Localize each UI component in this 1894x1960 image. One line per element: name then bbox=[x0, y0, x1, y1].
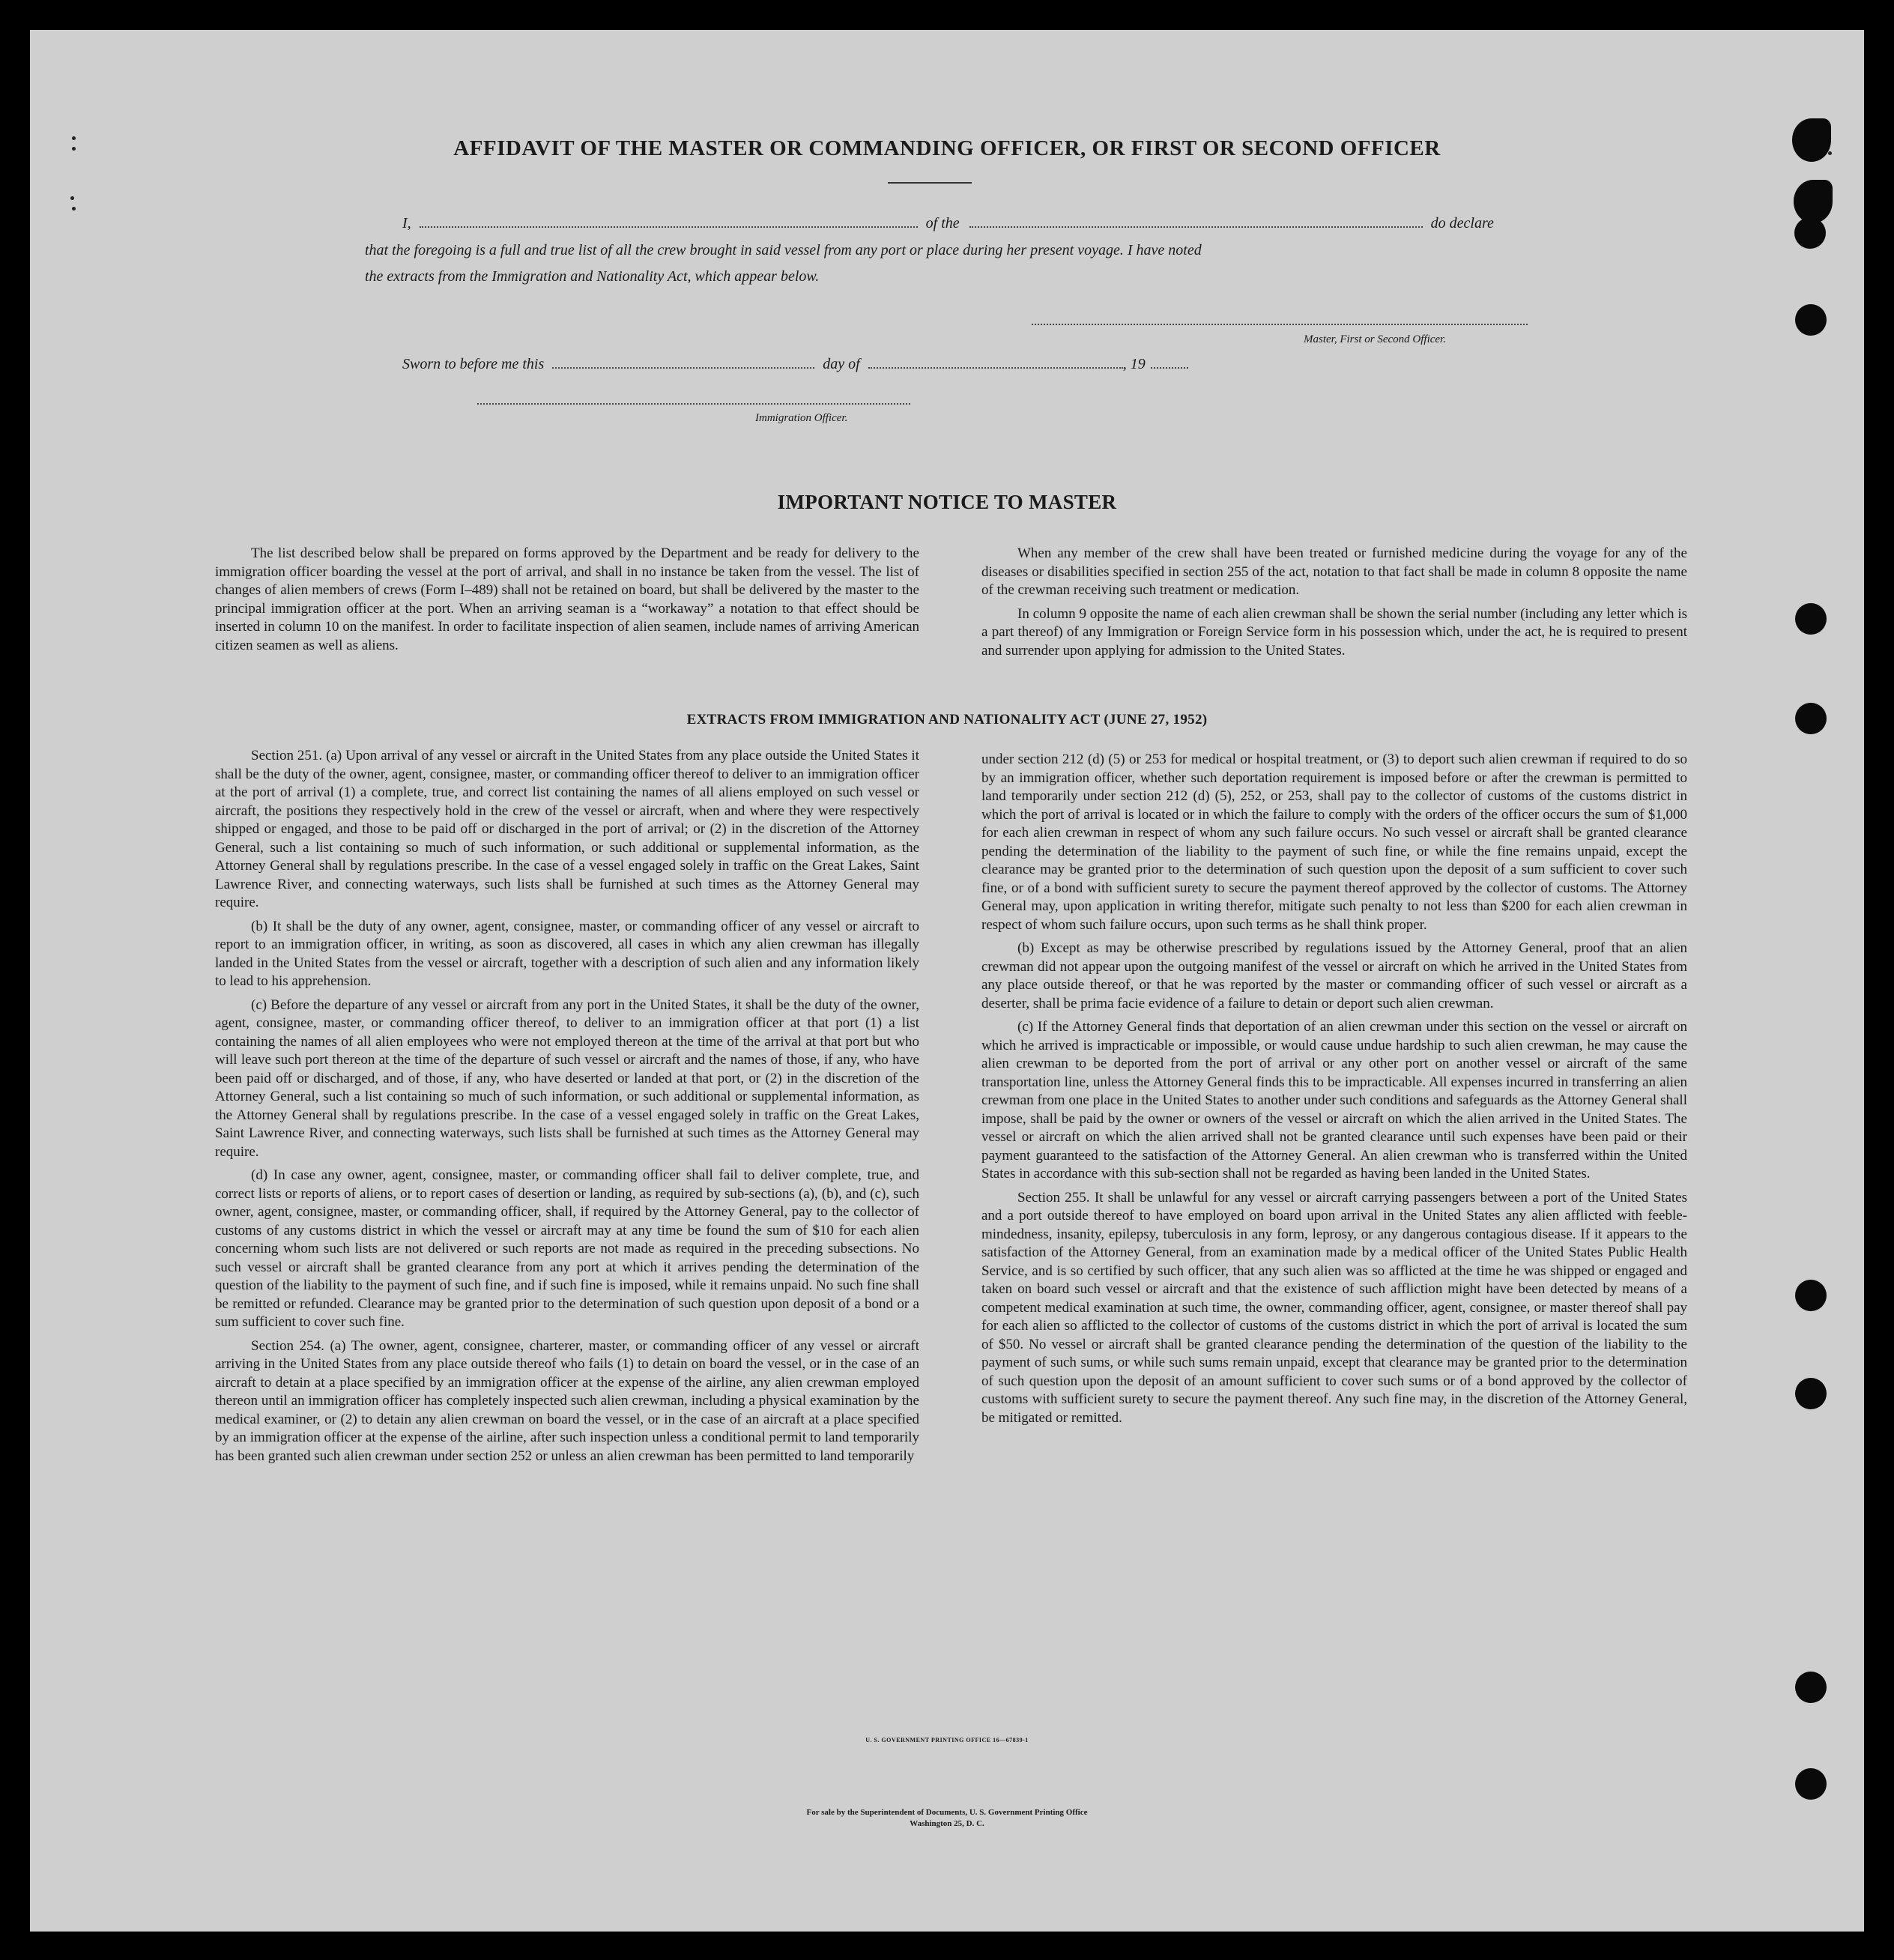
declaration-text-2: the extracts from the Immigration and Nationality Act, which appear below. bbox=[365, 268, 820, 285]
year-prefix: , 19 bbox=[1122, 356, 1146, 372]
extract-paragraph: (c) Before the departure of any vessel or aircraft from any port in the United States, it shall be the duty of the owner, agent, consignee, master, or commanding officer thereof, to deliver to an immigration officer at that port (1) a list containing the names of all alien employees who were not employed thereon at the time of the arrival at that port but who will leave such port thereon at the time of the departure of such vessel or aircraft and the names of those, if any, who have been paid off or discharged, and of those, if any, who have deserted or landed at that port, or (2) in the discretion of the Attorney General, such a list containing so much of such information, or such additional or supplemental information, as the Attorney General shall by regulations prescribe. In the case of a vessel engaged solely in traffic on the Great Lakes, Saint Lawrence River, and connecting waterways, such lists shall be furnished at such times as the Attorney General may require. bbox=[215, 996, 919, 1160]
extract-paragraph: Section 254. (a) The owner, agent, consignee, charterer, master, or commanding officer of any vessel or aircraft arriving in the United States from any place outside thereof who fails (1) to detain on board the vessel, or in the case of an aircraft to detain at a place specified by an immigration officer at the expense of the airline, any alien crewman employed thereon until an immigration officer has completely inspected such alien crewman, including a physical examination by the medical examiner, or (2) to detain any alien crewman on board the vessel, or in the case of an aircraft at a place specified by an immigration officer at the expense of the airline, after such inspection unless a conditional permit to land temporarily has been granted such alien crewman under section 252 or unless an alien crewman has been permitted to land temporarily bbox=[215, 1337, 919, 1464]
punch-hole-icon bbox=[1795, 1672, 1827, 1703]
punch-hole-icon bbox=[1794, 180, 1833, 223]
extract-paragraph: (c) If the Attorney General finds that deportation of an alien crewman under this section on the vessel or aircraft on which he arrived is impracticable or impossible, or would cause undue hardship to such alien crewman, he may cause the alien crewman to be deported from the port of arrival or any other port on another vessel or aircraft of the same transportation line, unless the Attorney General finds this to be impracticable. All expenses incurred in transferring an alien crewman from one place in the United States to another under such conditions and safeguards as the Attorney General shall impose, shall be paid by the owner or owners of the vessel or aircraft on which the alien arrived in the United States. The vessel or aircraft on which the alien arrived shall not be granted clearance until such expenses have been paid or their payment guaranteed to the satisfaction of the Attorney General. An alien crewman who is transferred within the United States in accordance with this sub-section shall not be regarded as having been landed in the United States. bbox=[981, 1019, 1687, 1182]
officer-signature-field[interactable] bbox=[477, 403, 910, 405]
notice-title: IMPORTANT NOTICE TO MASTER bbox=[777, 491, 1117, 513]
punch-hole-icon bbox=[1795, 1280, 1827, 1311]
vessel-field[interactable] bbox=[969, 219, 1423, 228]
extracts-right-column bbox=[981, 751, 1687, 1433]
notice-left-column bbox=[215, 545, 919, 660]
notice-right-column bbox=[981, 545, 1687, 665]
extract-paragraph: (b) Except as may be otherwise prescribed by regulations issued by the Attorney General, proof that an alien crewman did not appear upon the outgoing manifest of the vessel or aircraft on which he arrived in the United States from any place outside thereof, or that he was reported by the master or commanding officer of such vessel or aircraft as a deserter, shall be prima facie evidence of a failure to detain or deport such alien crewman. bbox=[981, 940, 1687, 1011]
extracts-title: EXTRACTS FROM IMMIGRATION AND NATIONALITY ACT (JUNE 27, 1952) bbox=[686, 712, 1208, 728]
sworn-day-field[interactable] bbox=[552, 360, 814, 369]
sworn-line bbox=[402, 356, 1601, 373]
document-page bbox=[30, 30, 1864, 1932]
declaration-line bbox=[363, 215, 1562, 232]
notice-paragraph: In column 9 opposite the name of each alien crewman shall be shown the serial number (including any letter which is a part thereof) of any Immigration or Foreign Service form in his possession which, under the act, he is required to present and surrender upon applying for admission to the United States. bbox=[981, 605, 1687, 659]
name-field[interactable] bbox=[420, 219, 918, 228]
of-the-label: of the bbox=[925, 215, 960, 232]
punch-hole-icon bbox=[1795, 1768, 1827, 1800]
master-signature-field[interactable] bbox=[1032, 324, 1528, 325]
footer-line-2: Washington 25, D. C. bbox=[910, 1819, 984, 1828]
punch-hole-icon bbox=[1795, 603, 1827, 635]
notice-paragraph: When any member of the crew shall have been treated or furnished medicine during the voyage for any of the diseases or disabilities specified in section 255 of the act, notation to that fact shall be made in column 8 opposite the name of the crewman receiving such treatment or medication. bbox=[981, 545, 1687, 598]
extract-paragraph: Section 251. (a) Upon arrival of any vessel or aircraft in the United States from any place outside the United States it shall be the duty of the owner, agent, consignee, master, or commanding officer thereof to deliver to an immigration officer at the port of arrival (1) a complete, true, and correct list containing the names of all aliens employed on such vessel or aircraft, the positions they respectively hold in the crew of the vessel or aircraft, when and where they were respectively shipped or engaged, and those to be paid off or discharged in the port of arrival; or (2) in the discretion of the Attorney General, such a list containing so much of such information, or such additional or supplemental information, as the Attorney General shall by regulations prescribe. In the case of a vessel engaged solely in traffic on the Great Lakes, Saint Lawrence River, and connecting waterways, such lists shall be furnished at such times as the Attorney General may require. bbox=[215, 748, 919, 910]
extracts-left-column bbox=[215, 747, 919, 1471]
footer-line-1: For sale by the Superintendent of Documents, U. S. Government Printing Office bbox=[806, 1808, 1088, 1817]
officer-signature-label: Immigration Officer. bbox=[755, 412, 848, 424]
declaration-text-1: that the foregoing is a full and true list of all the crew brought in said vessel from any port or place during her present voyage. I have noted bbox=[365, 242, 1202, 258]
punch-hole-icon bbox=[1795, 1378, 1827, 1409]
extract-paragraph: (d) In case any owner, agent, consignee, master, or commanding officer shall fail to deliver complete, true, and correct lists or reports of aliens, or to report cases of desertion or landing, as required by sub-sections (a), (b), and (c), such owner, agent, consignee, master, or commanding officer, shall, if required by the Attorney General, pay to the collector of customs of any customs district in which the vessel or aircraft may at any time be found the sum of $10 for each alien concerning whom such lists are not delivered or such reports are not made as required in the preceding subsections. No such vessel or aircraft shall be granted clearance from any port at which it arrives pending the determination of the question of the liability to the payment of such fine, and if such fine is imposed, while it remains unpaid. No such fine shall be remitted or refunded. Clearance may be granted prior to the determination of such question upon deposit of a bond or a sum sufficient to cover such fine. bbox=[215, 1167, 919, 1330]
punch-hole-icon bbox=[1794, 217, 1826, 249]
do-declare-label: do declare bbox=[1430, 215, 1494, 232]
day-of-label: day of bbox=[823, 356, 860, 372]
sworn-label: Sworn to before me this bbox=[402, 356, 545, 372]
notice-paragraph: The list described below shall be prepared on forms approved by the Department and be ready for delivery to the immigration officer boarding the vessel at the port of arrival, and shall in no instance be taken from the vessel. The list of changes of alien members of crews (Form I–489) shall not be retained on board, but shall be delivered by the master to the principal immigration officer at the port. When an arriving seaman is a “workaway” a notation to that effect should be inserted in column 10 on the manifest. In order to facilitate inspection of alien seamen, include names of arriving American citizen seamen as well as aliens. bbox=[215, 545, 919, 653]
punch-hole-icon bbox=[1795, 304, 1827, 336]
i-label: I, bbox=[402, 215, 411, 232]
extract-paragraph: Section 255. It shall be unlawful for any vessel or aircraft carrying passengers between a port of the United States and a port outside thereof to have employed on board upon arrival in the United States any alien afflicted with feeble-mindedness, insanity, epilepsy, tuberculosis in any form, leprosy, or any dangerous contagious disease. If it appears to the satisfaction of the Attorney General, from an examination made by a medical officer of the United States Public Health Service, and is so certified by such officer, that any such alien was so afflicted at the time he was shipped or engaged and taken on board such vessel or aircraft and that the existence of such affliction might have been detected by means of a competent medical examination at such time, the owner, commanding officer, agent, consignee, or master thereof shall pay for each alien so afflicted to the collector of customs of the customs district in which the port of arrival is located the sum of $50. No vessel or aircraft shall be granted clearance pending the determination of the question of the liability to the payment of such sums, or while such sums remain unpaid, except that clearance may be granted prior to the determination of such question upon the deposit of an amount sufficient to cover such sums or of a bond approved by the collector of customs with sufficient surety to secure the payment thereof. Any such fine may, in the discretion of the Attorney General, be mitigated or remitted. bbox=[981, 1189, 1687, 1426]
sworn-month-field[interactable] bbox=[868, 360, 1123, 369]
printing-office-imprint: U. S. GOVERNMENT PRINTING OFFICE 16—67839-1 bbox=[865, 1737, 1029, 1743]
title-divider bbox=[888, 182, 972, 184]
scan-speck bbox=[70, 196, 74, 200]
scan-speck bbox=[72, 207, 76, 211]
extract-paragraph: (b) It shall be the duty of any owner, agent, consignee, master, or commanding officer of any vessel or aircraft to report to an immigration officer, in writing, as soon as discovered, all cases in which any alien crewman has illegally landed in the United States from the vessel or aircraft, together with a description of such alien and any information likely to lead to his apprehension. bbox=[215, 918, 919, 989]
affidavit-title: AFFIDAVIT OF THE MASTER OR COMMANDING OFFICER, OR FIRST OR SECOND OFFICER bbox=[453, 136, 1441, 160]
extract-paragraph: under section 212 (d) (5) or 253 for medical or hospital treatment, or (3) to deport such alien crewman if required to do so by an immigration officer, whether such deportation requirement is imposed before or after the crewman is permitted to land temporarily under section 212 (d) (5), 252, or 253, shall pay to the collector of customs of the customs district in which the port of arrival is located or in which the failure to comply with the orders of the officer occurs the sum of $1,000 for each alien crewman in respect of whom any such failure occurs. No such vessel or aircraft shall be granted clearance pending the determination of the liability to the payment of such fine, or while the fine remains unpaid, except the clearance may be granted prior to the determination of such question upon the deposit of a sum sufficient to cover such fine, or of a bond with sufficient surety to secure the payment thereof approved by the collector of customs. The Attorney General may, upon application in writing therefor, mitigate such penalty to not less than $200 for each alien crewman in respect of whom such failure occurs, upon such terms as he shall think proper. bbox=[981, 751, 1687, 933]
sworn-year-field[interactable] bbox=[1151, 360, 1188, 369]
master-signature-label: Master, First or Second Officer. bbox=[1304, 333, 1446, 345]
